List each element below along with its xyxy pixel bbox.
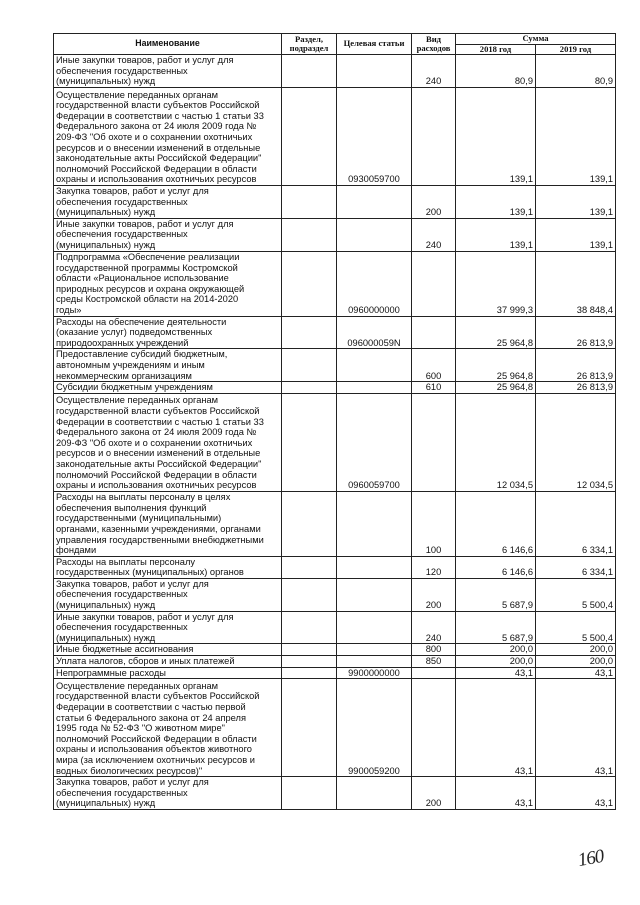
table-row [54, 87, 616, 185]
header-sum: Сумма [456, 34, 616, 45]
table-header [54, 34, 616, 55]
cell-target [337, 777, 412, 810]
cell-name: Уплата налогов, сборов и иных платежей [54, 656, 282, 668]
cell-section [282, 218, 337, 251]
cell-section [282, 777, 337, 810]
cell-name: Иные закупки товаров, работ и услуг для обеспечения государственных (муниципальных) нужд [54, 611, 282, 644]
table-row [54, 667, 616, 679]
cell-target [337, 382, 412, 394]
cell-sum-2019: 26 813,9 [536, 316, 616, 349]
cell-sum-2018: 43,1 [456, 777, 536, 810]
cell-type: 610 [412, 382, 456, 394]
cell-sum-2019: 6 334,1 [536, 491, 616, 556]
cell-target: 0960000000 [337, 251, 412, 316]
cell-sum-2019: 5 500,4 [536, 611, 616, 644]
table-row [54, 578, 616, 611]
cell-sum-2018: 5 687,9 [456, 578, 536, 611]
cell-section [282, 556, 337, 578]
cell-sum-2018: 43,1 [456, 679, 536, 777]
cell-target [337, 55, 412, 88]
cell-name: Подпрограмма «Обеспечение реализации государственной программы Костромской области «Рациональное использование природных ресурсов и охрана окружающей среды Костромской области на 2014-2020 годы» [54, 251, 282, 316]
cell-sum-2018: 25 964,8 [456, 349, 536, 382]
cell-name: Иные закупки товаров, работ и услуг для обеспечения государственных (муниципальных) нужд [54, 55, 282, 88]
header-year-2018: 2018 год [456, 44, 536, 55]
cell-type [412, 679, 456, 777]
header-year-2019: 2019 год [536, 44, 616, 55]
cell-sum-2018: 5 687,9 [456, 611, 536, 644]
cell-section [282, 611, 337, 644]
cell-section [282, 578, 337, 611]
cell-type: 200 [412, 185, 456, 218]
cell-type [412, 251, 456, 316]
cell-name: Предоставление субсидий бюджетным, автономным учреждениям и иным некоммерческим организациям [54, 349, 282, 382]
cell-sum-2019: 80,9 [536, 55, 616, 88]
cell-sum-2018: 139,1 [456, 218, 536, 251]
cell-name: Непрограммные расходы [54, 667, 282, 679]
cell-section [282, 185, 337, 218]
cell-target [337, 656, 412, 668]
cell-section [282, 644, 337, 656]
cell-target: 0930059700 [337, 87, 412, 185]
cell-target [337, 349, 412, 382]
cell-target [337, 578, 412, 611]
cell-sum-2019: 43,1 [536, 679, 616, 777]
cell-name: Расходы на выплаты персоналу в целях обеспечения выполнения функций государственными (муниципальными) органами, казенными учреждениями, органами управления государственными внебюджетными фондами [54, 491, 282, 556]
cell-name: Закупка товаров, работ и услуг для обеспечения государственных (муниципальных) нужд [54, 185, 282, 218]
cell-sum-2019: 6 334,1 [536, 556, 616, 578]
cell-sum-2019: 5 500,4 [536, 578, 616, 611]
cell-section [282, 55, 337, 88]
cell-name: Закупка товаров, работ и услуг для обеспечения государственных (муниципальных) нужд [54, 777, 282, 810]
table-row [54, 251, 616, 316]
cell-type: 200 [412, 578, 456, 611]
cell-target: 0960059700 [337, 393, 412, 491]
cell-type [412, 393, 456, 491]
table-row [54, 382, 616, 394]
cell-name: Иные закупки товаров, работ и услуг для обеспечения государственных (муниципальных) нужд [54, 218, 282, 251]
cell-target [337, 611, 412, 644]
table-row [54, 491, 616, 556]
cell-section [282, 251, 337, 316]
table-row [54, 656, 616, 668]
page-number: 160 [576, 845, 606, 872]
table-row [54, 393, 616, 491]
cell-section [282, 316, 337, 349]
cell-sum-2019: 26 813,9 [536, 382, 616, 394]
header-target: Целевая статьи [337, 34, 412, 55]
header-section: Раздел, подраздел [282, 34, 337, 55]
cell-section [282, 87, 337, 185]
cell-sum-2019: 139,1 [536, 87, 616, 185]
cell-sum-2019: 38 848,4 [536, 251, 616, 316]
cell-section [282, 656, 337, 668]
table-body [54, 55, 616, 810]
cell-type [412, 667, 456, 679]
table-row [54, 556, 616, 578]
cell-sum-2018: 6 146,6 [456, 491, 536, 556]
header-type: Вид расходов [412, 34, 456, 55]
cell-sum-2018: 43,1 [456, 667, 536, 679]
cell-sum-2019: 26 813,9 [536, 349, 616, 382]
cell-type: 240 [412, 218, 456, 251]
cell-name: Субсидии бюджетным учреждениям [54, 382, 282, 394]
cell-name: Закупка товаров, работ и услуг для обеспечения государственных (муниципальных) нужд [54, 578, 282, 611]
cell-name: Осуществление переданных органам государственной власти субъектов Российской Федерации в соответствии с частью 1 статьи 33 Федерального закона от 24 июля 2009 года № 209-ФЗ "Об охоте и о сохранении охотничьих ресурсов и о внесении изменений в отдельные законодательные акты Российской Федерации" полномочий Российской Федерации в области охраны и использования охотничьих ресурсов [54, 393, 282, 491]
cell-sum-2019: 200,0 [536, 644, 616, 656]
cell-section [282, 667, 337, 679]
cell-sum-2018: 37 999,3 [456, 251, 536, 316]
cell-target [337, 491, 412, 556]
cell-sum-2018: 6 146,6 [456, 556, 536, 578]
cell-sum-2018: 139,1 [456, 185, 536, 218]
table-row [54, 185, 616, 218]
cell-name: Расходы на обеспечение деятельности (оказание услуг) подведомственных природоохранных учреждений [54, 316, 282, 349]
cell-section [282, 349, 337, 382]
cell-target [337, 556, 412, 578]
table-row [54, 218, 616, 251]
cell-target: 9900059200 [337, 679, 412, 777]
cell-type: 100 [412, 491, 456, 556]
cell-sum-2018: 200,0 [456, 656, 536, 668]
cell-target [337, 218, 412, 251]
cell-section [282, 679, 337, 777]
cell-target [337, 185, 412, 218]
table-row [54, 679, 616, 777]
cell-section [282, 382, 337, 394]
cell-sum-2019: 200,0 [536, 656, 616, 668]
cell-name: Осуществление переданных органам государственной власти субъектов Российской Федерации в соответствии с частью первой статьи 6 Федерального закона от 24 апреля 1995 года № 52-ФЗ "О животном мире" полномочий Российской Федерации в области охраны и использования объектов животного мира (за исключением охотничьих ресурсов и водных биологических ресурсов)" [54, 679, 282, 777]
cell-target: 096000059N [337, 316, 412, 349]
cell-sum-2019: 139,1 [536, 218, 616, 251]
cell-type [412, 87, 456, 185]
cell-section [282, 393, 337, 491]
cell-sum-2018: 25 964,8 [456, 316, 536, 349]
cell-type [412, 316, 456, 349]
table-row [54, 644, 616, 656]
budget-table [53, 33, 616, 810]
cell-sum-2019: 139,1 [536, 185, 616, 218]
cell-sum-2019: 43,1 [536, 777, 616, 810]
cell-type: 200 [412, 777, 456, 810]
cell-target: 9900000000 [337, 667, 412, 679]
cell-sum-2019: 43,1 [536, 667, 616, 679]
cell-sum-2019: 12 034,5 [536, 393, 616, 491]
cell-type: 120 [412, 556, 456, 578]
cell-sum-2018: 200,0 [456, 644, 536, 656]
table-row [54, 316, 616, 349]
table-row [54, 55, 616, 88]
cell-name: Расходы на выплаты персоналу государственных (муниципальных) органов [54, 556, 282, 578]
cell-target [337, 644, 412, 656]
cell-type: 240 [412, 55, 456, 88]
cell-type: 800 [412, 644, 456, 656]
cell-type: 850 [412, 656, 456, 668]
cell-sum-2018: 12 034,5 [456, 393, 536, 491]
table-row [54, 777, 616, 810]
header-name: Наименование [54, 34, 282, 55]
cell-sum-2018: 139,1 [456, 87, 536, 185]
cell-name: Осуществление переданных органам государственной власти субъектов Российской Федерации в соответствии с частью 1 статьи 33 Федерального закона от 24 июля 2009 года № 209-ФЗ "Об охоте и о сохранении охотничьих ресурсов и о внесении изменений в отдельные законодательные акты Российской Федерации" полномочий Российской Федерации в области охраны и использования охотничьих ресурсов [54, 87, 282, 185]
cell-type: 600 [412, 349, 456, 382]
table-row [54, 349, 616, 382]
table-row [54, 611, 616, 644]
cell-sum-2018: 25 964,8 [456, 382, 536, 394]
cell-name: Иные бюджетные ассигнования [54, 644, 282, 656]
cell-sum-2018: 80,9 [456, 55, 536, 88]
cell-type: 240 [412, 611, 456, 644]
cell-section [282, 491, 337, 556]
